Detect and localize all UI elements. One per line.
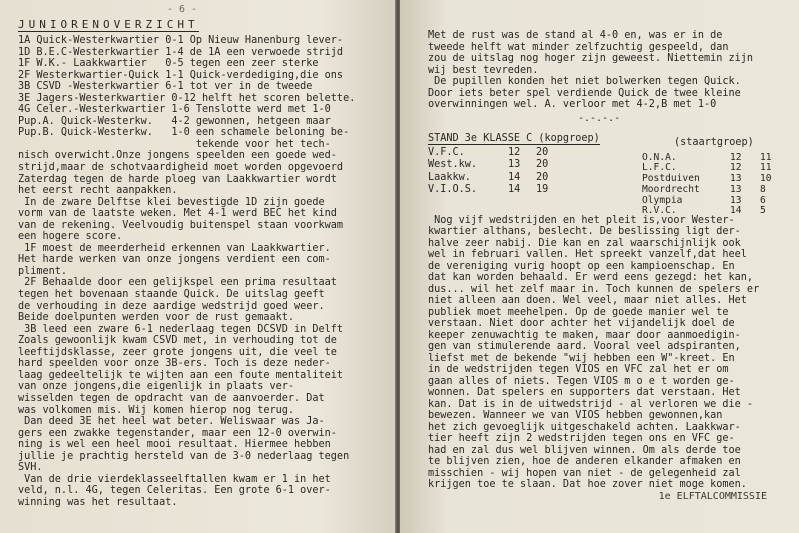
text-line: Zoals gewoonlijk kwam CSVD met, in verhouding tot de: [18, 335, 337, 347]
text-line: veld, n.l. 4G, tegen Celeritas. Een grote 6-1 over-: [18, 485, 331, 497]
points: 11: [760, 151, 772, 163]
team-name: L.F.C.: [642, 162, 677, 174]
text-line: het eerst recht aanpakken.: [18, 185, 178, 197]
text-line: te blijven zien, hoe de anderen elkander afmaken en: [428, 456, 741, 467]
text-line: hard speelden voor onze 3B-ers. Toch is deze neder-: [18, 358, 331, 370]
team-name: Postduiven: [642, 173, 700, 185]
staartgroep-title: (staartgroep): [674, 136, 754, 148]
text-line: 3B leed een zware 6-1 nederlaag tegen DCSVD in Delft: [18, 323, 344, 335]
games-played: 14: [508, 184, 521, 195]
text-line: halve zeer nabij. Die kan en zal waarschijnlijk ook: [428, 237, 741, 249]
team-name: R.V.C.: [642, 205, 677, 217]
right-article-body: [428, 215, 791, 491]
text-line: was volkomen mis. Wij komen hierop nog terug.: [18, 404, 295, 416]
team-name: V.F.C.: [428, 146, 465, 158]
games-played: 12: [730, 162, 742, 174]
points: 20: [536, 159, 549, 170]
text-line: verstaan. Niet door achter het vijandelijk doel de: [428, 318, 735, 329]
text-line: De pupillen konden het niet bolwerken tegen Quick.: [428, 76, 741, 87]
text-line: de verhouding in deze aardige wedstrijd goed weer.: [18, 300, 325, 312]
standings-title: [428, 133, 600, 144]
text-line: misschien - wij hopen van niet - de gelegenheid zal: [428, 467, 741, 479]
games-played: 13: [730, 194, 742, 206]
games-played: 13: [508, 159, 521, 170]
text-line: jullie je prachtig hersteld van de 3-0 nederlaag tegen: [18, 450, 350, 462]
text-line: van de rekening. Veelvoudig buitenspel staan voorkwam: [18, 219, 344, 231]
team-name: V.I.O.S.: [428, 184, 478, 195]
text-line: SVH.: [18, 462, 43, 474]
points: 19: [536, 184, 549, 195]
text-line: keeper zenuwachtig te maken, maar door aanmoedigin-: [428, 329, 741, 341]
left-article-body: [18, 150, 386, 508]
text-line: bewezen. Wanneer we van VIOS hebben gewonnen,kan: [428, 410, 723, 421]
left-page: [0, 0, 396, 533]
text-line: dus... wil het zelf maar in. Toch kunnen de spelers er: [428, 283, 760, 295]
games-played: 12: [730, 151, 742, 163]
text-line: wisselden tegen de opdracht van de aanvoerder. Dat: [18, 392, 325, 404]
team-name: West.kw.: [428, 159, 478, 170]
kopgroep-table: [428, 147, 564, 197]
result-row: 3E Jagers-Westerkwartier 0-12 helft het scoren belette.: [18, 92, 356, 104]
points: 6: [760, 194, 766, 206]
text-line: Nog vijf wedstrijden en het pleit is,voor Wester-: [428, 214, 735, 226]
text-line: de vereniging vurig hoopt op een kampioenschap. En: [428, 260, 735, 272]
text-line: Met de rust was de stand al 4-0 en, was er in de: [428, 30, 723, 41]
text-line: Zaterdag tegen de harde ploeg van Laakkwartier wordt: [18, 173, 337, 185]
result-row: 1F W.K.- Laakkwartier 0-5 tegen een zeer sterke: [18, 58, 319, 70]
right-page: [400, 0, 799, 533]
text-line: in de wedstrijden tegen VIOS en VFC zal het er om: [428, 364, 729, 375]
points: 5: [760, 205, 766, 217]
result-row: 3B CSVD -Westerkwartier 6-1 tot ver in de tweede: [18, 81, 313, 93]
games-played: 13: [730, 173, 742, 185]
text-line: liefst met de bekende "wij hebben een W"-kreet. En: [428, 352, 735, 364]
page-number: - 6 -: [166, 4, 198, 15]
text-line: zou de uitslag nog hoger zijn geweest. Niettemin zijn: [428, 53, 754, 64]
text-line: wonnen. Dat spelers en supporters dat verstaan. Het: [428, 387, 741, 398]
text-line: een hogere score.: [18, 231, 123, 243]
text-line: In de zware Delftse klei bevestigde 1D zijn goede: [18, 196, 325, 208]
team-name: O.N.A.: [642, 151, 677, 163]
results-list: [18, 35, 386, 150]
text-line: laag gedeeltelijk te wijten aan een foute mentaliteit: [18, 369, 344, 381]
text-line: strijd,maar de schotvaardigheid moet worden opgevoerd: [18, 162, 344, 174]
text-line: wel in februari vallen. Het spreekt vanzelf,dat heel: [428, 249, 747, 260]
points: 11: [760, 162, 772, 174]
result-row: tekende voor het tech-: [18, 138, 331, 150]
text-line: pliment.: [18, 265, 68, 277]
standings-row: [428, 147, 564, 160]
team-name: Laakkw.: [428, 171, 471, 183]
text-line: krijgen toe te slaan. Dat hoe zover niet moge komen.: [428, 479, 747, 490]
staartgroep-table: [642, 153, 788, 218]
text-line: tier heeft zijn 2 wedstrijden tegen ons en VFC ge-: [428, 433, 735, 444]
result-row: Pup.B. Quick-Westerkw. 1-0 een schamele beloning be-: [18, 127, 350, 139]
text-line: Dan deed 3E het heel wat beter. Weliswaar was Ja-: [18, 416, 325, 428]
text-line: Van de drie vierdeklasseelftallen kwam er 1 in het: [18, 473, 331, 485]
text-line: tegen het bovenaan staande Quick. De uitslag geeft: [18, 289, 325, 301]
points: 20: [536, 171, 549, 183]
text-line: Door iets beter spel verdiende Quick de twee kleine: [428, 87, 741, 99]
standings-row: [428, 172, 564, 185]
text-line: nisch overwicht.Onze jongens speelden een goede wed-: [18, 150, 337, 162]
text-line: kwartier althans, beslecht. De beslissing ligt der-: [428, 226, 741, 237]
team-name: Moordrecht: [642, 183, 700, 195]
text-line: overwinningen wel. A. verloor met 4-2,B met 1-0: [428, 99, 717, 110]
text-line: 2F Behaalde door een gelijkspel een prima resultaat: [18, 277, 337, 289]
text-line: niet alleen aan doen. Wel veel, maar niet alles. Het: [428, 295, 747, 306]
standings-row: [642, 206, 788, 217]
text-line: 1F moest de meerderheid erkennen van Laakkwartier.: [18, 242, 331, 254]
text-line: winning was het resultaat.: [18, 496, 178, 508]
signature: 1e ELFTALCOMMISSIE: [658, 490, 767, 502]
team-name: Olympia: [642, 194, 683, 206]
text-line: Beide doelpunten werden voor de rust gemaakt.: [18, 312, 295, 324]
text-line: het zich gevoeglijk uitgeschakeld achten. Laakkwar-: [428, 421, 741, 433]
result-row: 4G Celer.-Westerkwartier 1-6 Tenslotte werd met 1-0: [18, 104, 331, 116]
points: 20: [536, 146, 549, 158]
standings-row: [428, 184, 564, 197]
points: 10: [760, 173, 772, 185]
text-line: gers een zwakke tegenstander, maar een 12-0 overwin-: [18, 427, 337, 439]
text-line: ning is wel een heel mooi resultaat. Hiermee hebben: [18, 439, 331, 451]
text-line: dat kan worden behaald. Er werd eens gezegd: het kan,: [428, 272, 754, 283]
result-row: Pup.A. Quick-Westerkw. 4-2 gewonnen, hetgeen maar: [18, 115, 331, 127]
games-played: 14: [730, 205, 742, 217]
result-row: 2F Westerkwartier-Quick 1-1 Quick-verdediging,die ons: [18, 69, 344, 81]
result-row: 1D B.E.C-Westerkwartier 1-4 de 1A een verwoede strijd: [18, 46, 344, 58]
text-line: gaan alles of niets. Tegen VIOS m o e t worden ge-: [428, 375, 735, 387]
text-line: had en zal dus wel blijven winnen. Om als derde toe: [428, 444, 741, 456]
text-line: tweede helft wat minder zelfzuchtig gespeeld, dan: [428, 41, 729, 53]
page-title: [18, 18, 386, 31]
text-line: leeftijdsklasse, zeer grote jongens uit, die veel te: [18, 346, 337, 358]
result-row: 1A Quick-Westerkwartier 0-1 Op Nieuw Hanenburg lever-: [18, 35, 344, 46]
points: 8: [760, 183, 766, 195]
right-article-top: [428, 30, 791, 111]
standings-row: [428, 159, 564, 172]
text-line: Het harde werken van onze jongens verdient een com-: [18, 254, 331, 266]
games-played: 12: [508, 146, 521, 158]
games-played: 14: [508, 171, 521, 183]
text-line: vorm van de laatste weken. Met 4-1 werd BEC het kind: [18, 208, 337, 220]
text-line: wij best tevreden.: [428, 64, 539, 76]
text-line: publiek moet meehelpen. Op de goede manier wel te: [428, 306, 729, 318]
text-line: van onze jongens,die eigenlijk in plaats ver-: [18, 381, 295, 393]
text-line: gen van stimulerende aard. Vooral veel adspiranten,: [428, 341, 741, 352]
separator: -.-.-.-: [578, 112, 621, 124]
text-line: kan. Dat is in de uitwedstrijd - al verloren we die -: [428, 398, 754, 410]
standings-block: [428, 132, 791, 217]
title-text: JUNIORENOVERZICHT: [18, 18, 199, 31]
standings-title-text: STAND 3e KLASSE C (kopgroep): [428, 132, 600, 144]
games-played: 13: [730, 183, 742, 195]
